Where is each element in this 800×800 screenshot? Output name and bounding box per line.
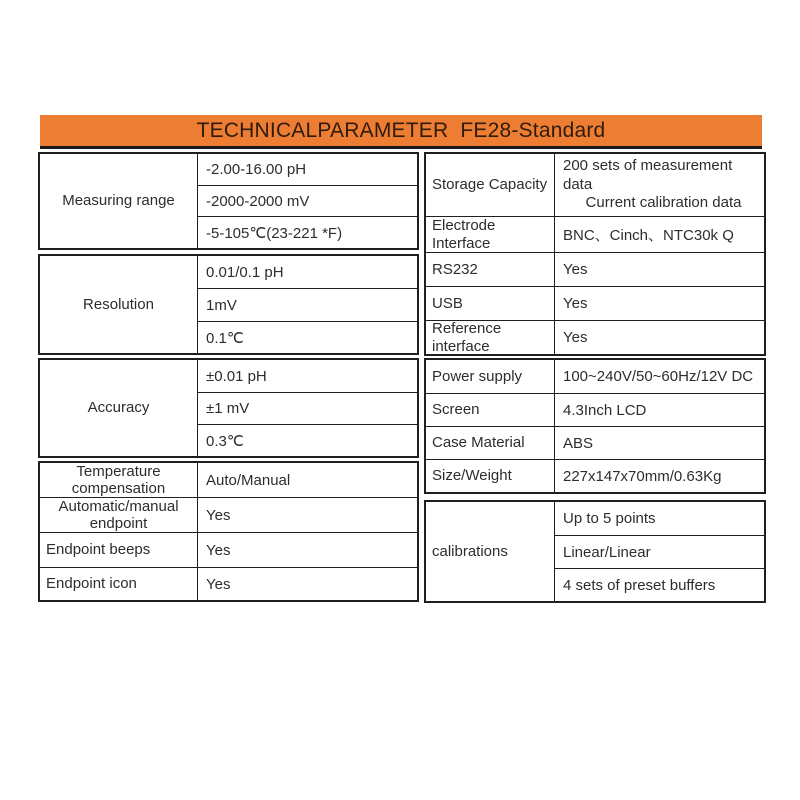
accuracy-values (198, 360, 417, 456)
spec-value-screen: 4.3Inch LCD (563, 401, 647, 419)
spec-value-usb: Yes (563, 295, 588, 312)
accuracy-section (38, 358, 419, 458)
storage-capacity-line2: Current calibration data (585, 194, 742, 212)
row-label-case-material: Case Material (426, 427, 555, 459)
table-row-rs232 (426, 252, 764, 286)
spec-value-endpoint-icon: Yes (206, 575, 231, 593)
spec-value-case-material: ABS (563, 434, 594, 452)
table-row-reference-interface (426, 320, 764, 354)
spec-value-temperature-compensation: Auto/Manual (206, 471, 291, 489)
left-bottom-rows (38, 461, 419, 602)
spec-value-ph-range: -2.00-16.00 pH (206, 161, 307, 178)
spec-value-calibration-points: Up to 5 points (563, 510, 656, 527)
spec-value-auto-manual-endpoint: Yes (206, 506, 231, 524)
table-row-power-supply (426, 360, 764, 393)
spec-value-calibration-linearity: Linear/Linear (555, 535, 764, 568)
spec-value-temp-range: -5-105℃(23-221 *F) (198, 216, 417, 248)
spec-value-mv-accuracy: ±1 mV (198, 392, 417, 424)
spec-value-mv-resolution: 1mV (198, 288, 417, 321)
row-label-electrode-interface: Electrode Interface (426, 217, 555, 252)
spec-value-endpoint-beeps: Yes (206, 541, 231, 559)
table-row-size-weight (426, 459, 764, 492)
table-row-electrode-interface (426, 216, 764, 252)
storage-capacity-line1: 200 sets of measurement data (563, 156, 733, 193)
measuring-range-values (198, 154, 417, 248)
table-row-screen (426, 393, 764, 426)
spec-value-electrode-interface: BNC、Cinch、NTC30k Q (563, 227, 734, 244)
spec-value-temp-accuracy: 0.3℃ (198, 424, 417, 456)
spec-value-reference-interface: Yes (563, 329, 588, 346)
row-label-temperature-compensation: Temperature compensation (40, 463, 198, 497)
spec-value-ph-resolution: 0.01/0.1 pH (206, 263, 284, 281)
spec-value-storage-capacity (555, 154, 764, 216)
measuring-range-section (38, 152, 419, 250)
row-label-measuring-range: Measuring range (40, 154, 198, 248)
right-top-rows (424, 152, 766, 356)
row-label-power-supply: Power supply (426, 360, 555, 393)
row-label-endpoint-icon: Endpoint icon (40, 568, 198, 600)
spec-value-mv-range: -2000-2000 mV (198, 185, 417, 216)
table-row-auto-manual-endpoint (40, 497, 417, 532)
spec-value-power-supply: 100~240V/50~60Hz/12V DC (563, 368, 754, 385)
title-bar (40, 115, 762, 149)
row-label-endpoint-beeps: Endpoint beeps (40, 533, 198, 567)
spec-value-size-weight: 227x147x70mm/0.63Kg (563, 467, 722, 485)
row-label-size-weight: Size/Weight (426, 460, 555, 492)
row-label-calibrations: calibrations (426, 502, 555, 601)
table-row-endpoint-beeps (40, 532, 417, 567)
table-row-usb (426, 286, 764, 320)
table-row-temperature-compensation (40, 463, 417, 497)
row-label-rs232: RS232 (426, 253, 555, 286)
table-row-storage-capacity (426, 154, 764, 216)
row-label-auto-manual-endpoint: Automatic/manual endpoint (40, 498, 198, 532)
page-title: TECHNICALPARAMETER FE28-Standard (196, 118, 606, 142)
resolution-values (198, 256, 417, 353)
row-label-resolution: Resolution (40, 256, 198, 353)
spec-value-rs232: Yes (563, 261, 588, 278)
spec-value-temp-resolution: 0.1℃ (198, 321, 417, 353)
row-label-screen: Screen (426, 394, 555, 426)
row-label-storage-capacity: Storage Capacity (426, 154, 555, 216)
calibrations-values (555, 502, 764, 601)
row-label-accuracy: Accuracy (40, 360, 198, 456)
resolution-section (38, 254, 419, 355)
spec-value-calibration-buffers: 4 sets of preset buffers (555, 568, 764, 601)
calibrations-section (424, 500, 766, 603)
right-middle-rows (424, 358, 766, 494)
table-row-endpoint-icon (40, 567, 417, 600)
row-label-usb: USB (426, 287, 555, 320)
table-row-case-material (426, 426, 764, 459)
spec-value-ph-accuracy: ±0.01 pH (206, 367, 267, 385)
row-label-reference-interface: Reference interface (426, 321, 555, 354)
